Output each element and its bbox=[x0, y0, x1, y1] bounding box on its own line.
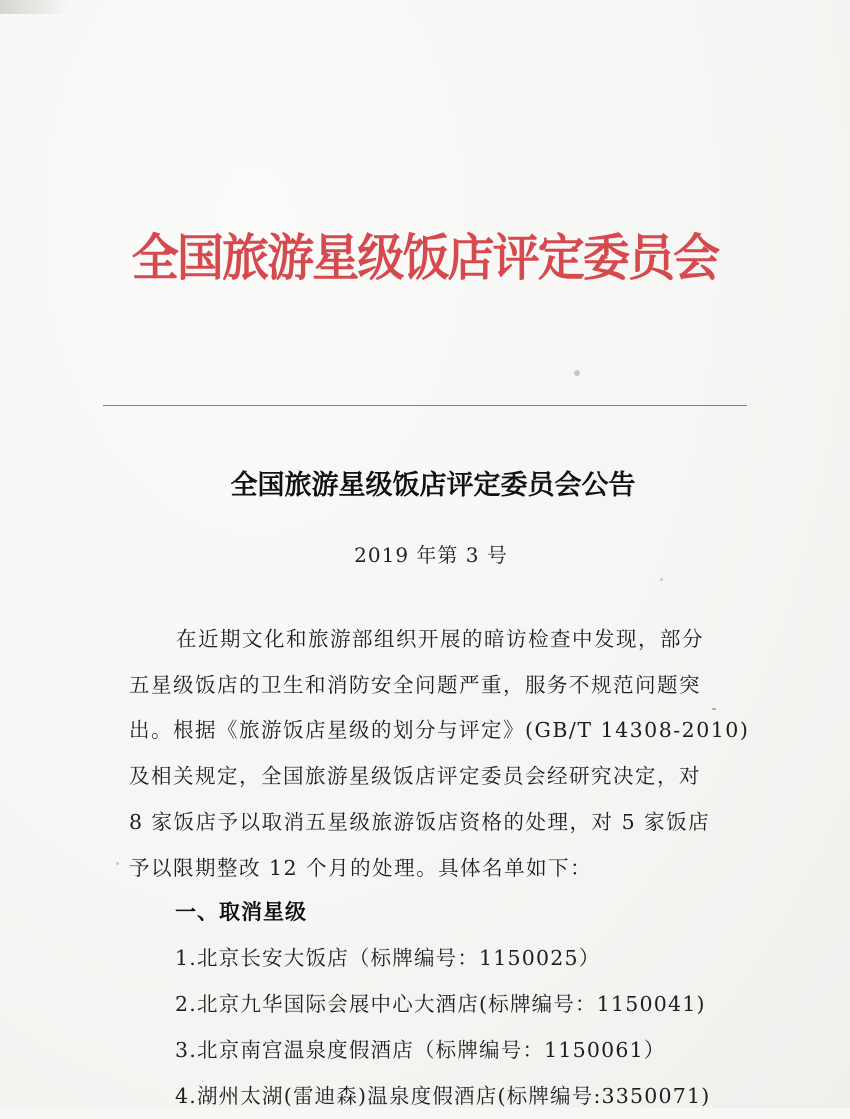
body-line: 出。根据《旅游饭店星级的划分与评定》(GB/T 14308-2010) bbox=[129, 718, 750, 743]
section-heading-revoke: 一、取消星级 bbox=[175, 900, 307, 924]
document-number: 2019 年第 3 号 bbox=[354, 543, 508, 567]
announcement-body bbox=[129, 617, 749, 891]
letterhead-org-name: 全国旅游星级饭店评定委员会 bbox=[131, 228, 719, 287]
scan-speck bbox=[116, 862, 119, 865]
scan-speck bbox=[712, 708, 716, 710]
announcement-title: 全国旅游星级饭店评定委员会公告 bbox=[230, 470, 636, 501]
scan-speck bbox=[574, 370, 580, 376]
hotel-list-item: 1.北京长安大饭店（标牌编号：1150025） bbox=[175, 946, 601, 970]
body-line: 及相关规定，全国旅游星级饭店评定委员会经研究决定，对 bbox=[129, 764, 701, 789]
revoked-hotel-list bbox=[175, 935, 710, 1119]
body-line: 在近期文化和旅游部组织开展的暗访检查中发现，部分 bbox=[176, 627, 704, 651]
hotel-list-item: 2.北京九华国际会展中心大酒店(标牌编号：1150041) bbox=[175, 992, 706, 1016]
body-line: 8 家饭店予以取消五星级旅游饭店资格的处理，对 5 家饭店 bbox=[129, 809, 711, 834]
body-line: 五星级饭店的卫生和消防安全问题严重，服务不规范问题突 bbox=[129, 672, 701, 697]
hotel-list-item: 3.北京南宫温泉度假酒店（标牌编号：1150061） bbox=[175, 1038, 666, 1062]
letterhead-divider bbox=[103, 405, 747, 406]
scan-speck bbox=[660, 578, 663, 581]
body-line: 予以限期整改 12 个月的处理。具体名单如下： bbox=[129, 855, 593, 880]
scan-smudge bbox=[0, 0, 70, 14]
hotel-list-item: 4.湖州太湖(雷迪森)温泉度假酒店(标牌编号:3350071) bbox=[175, 1084, 711, 1108]
